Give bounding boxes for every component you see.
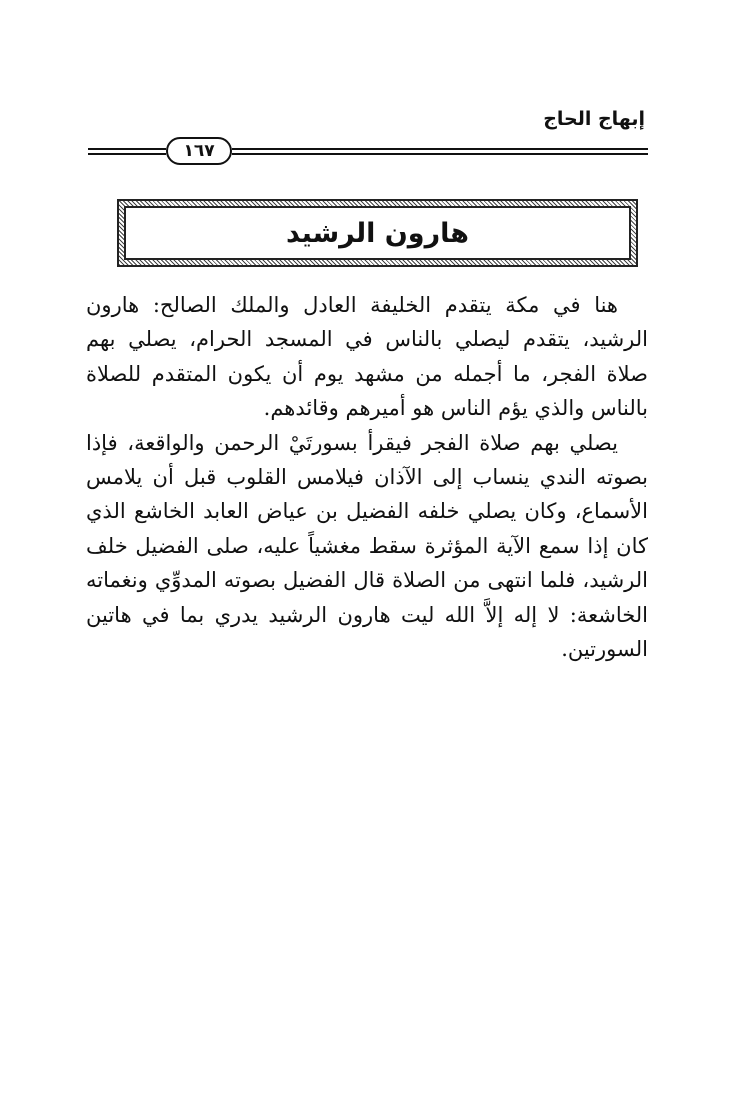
chapter-title: هارون الرشيد (286, 217, 469, 249)
paragraph-1: هنا في مكة يتقدم الخليفة العادل والملك الصالح: هارون الرشيد، يتقدم ليصلي بالناس في المسجد الحرام، يصلي بهم صلاة الفجر، ما أجمله من مشهد يوم أن يكون المتقدم للصلاة بالناس والذي يؤم الناس هو أميرهم وقائدهم. (86, 293, 648, 421)
header-rule-right (232, 148, 648, 155)
paragraph-2: يصلي بهم صلاة الفجر فيقرأ بسورتَيْ الرحمن والواقعة، فإذا بصوته الندي ينساب إلى الآذان فيلامس القلوب قبل أن يلامس الأسماع، وكان يصلي خلفه الفضيل بن عياض العابد الخاشع الذي كان إذا سمع الآية المؤثرة سقط مغشياً عليه، صلى الفضيل خلف الرشيد، فلما انتهى من الصلاة قال الفضيل بصوته المدوِّي ونغماته الخاشعة: لا إله إلاَّ الله ليت هارون الرشيد يدري بما في هاتين السورتين. (86, 430, 648, 662)
chapter-title-frame (117, 199, 638, 267)
header-rule-left (88, 148, 166, 155)
page-number: ١٦٧ (183, 141, 215, 161)
page-number-badge (166, 137, 232, 165)
chapter-title-inner (124, 206, 631, 260)
running-title: إبهاج الحاج (543, 108, 645, 130)
body-text (86, 288, 648, 666)
